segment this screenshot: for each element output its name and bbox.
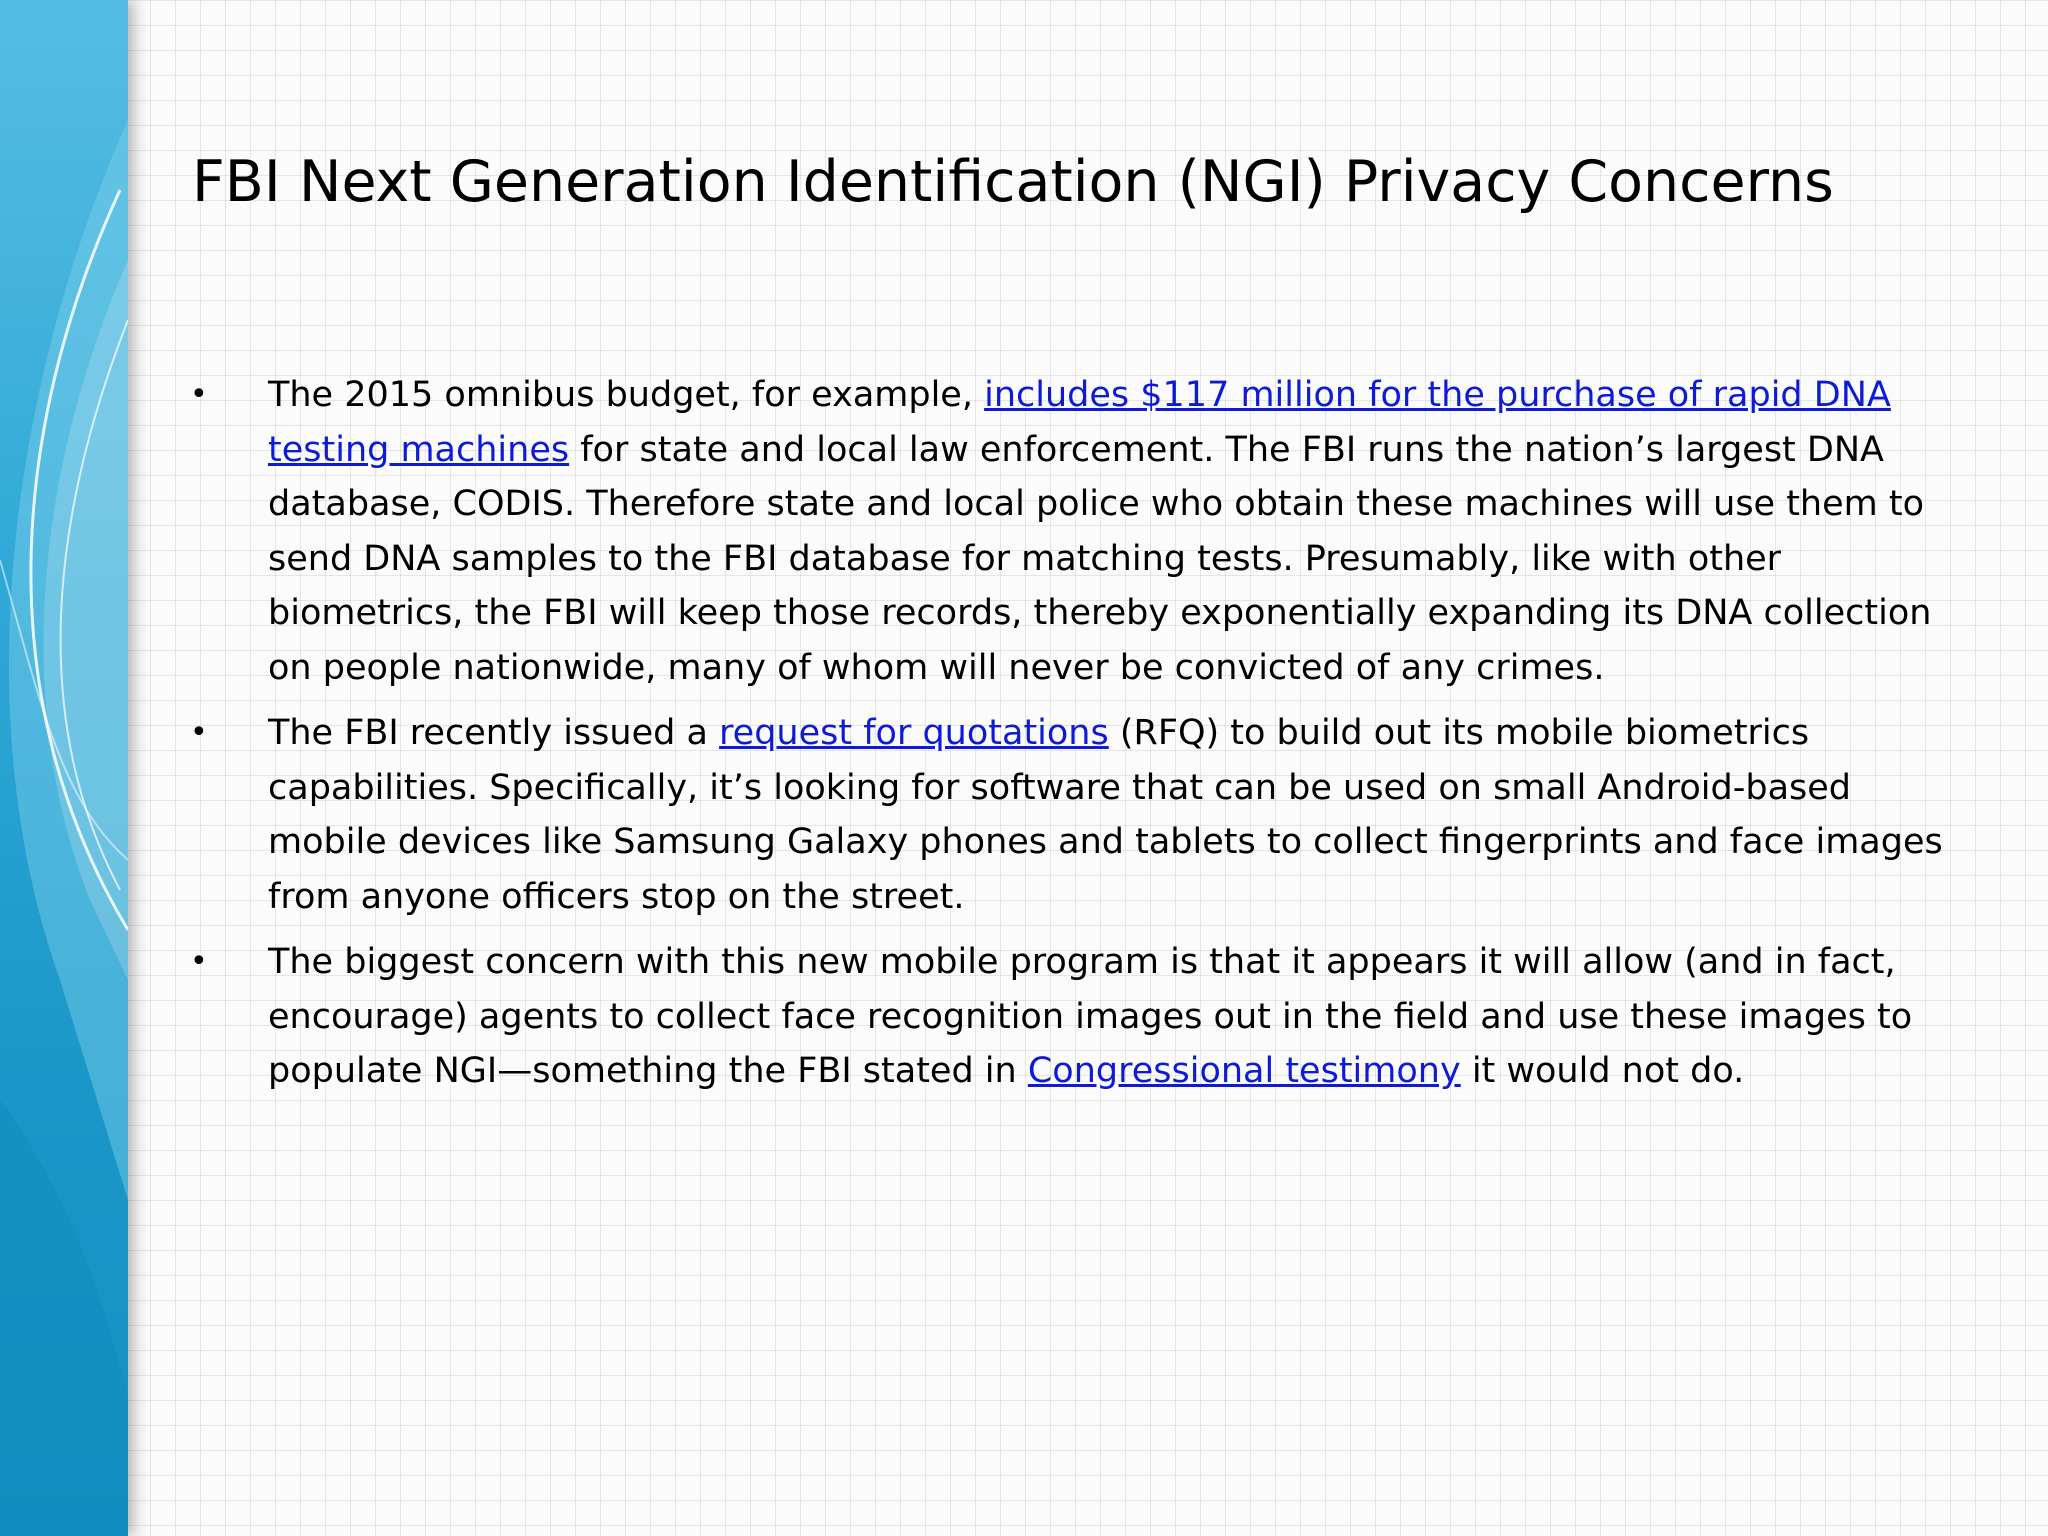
bullet-icon: • — [190, 377, 208, 412]
link-request-for-quotations[interactable]: request for quotations — [719, 713, 1109, 753]
bullet-text: it would not do. — [1460, 1051, 1745, 1091]
page-title: FBI Next Generation Identification (NGI) Privacy Concerns — [192, 149, 1834, 215]
bullet-icon: • — [190, 715, 208, 750]
bullet-text: (RFQ) to build out its mobile biometrics capabilities. Specifically, it’s looking for software that can be used on small Android-based mobile devices like Samsung Galaxy phones and tablets to collect fingerprints and face images from anyone officers stop on the street. — [268, 713, 1943, 917]
wave-decoration-icon — [0, 0, 128, 1536]
bullet-icon: • — [190, 944, 208, 979]
bullet-text: The 2015 omnibus budget, for example, — [268, 375, 985, 415]
bullet-text: The FBI recently issued a — [268, 713, 720, 753]
link-rapid-dna-budget[interactable]: includes $117 million for the purchase of rapid DNA testing machines — [268, 375, 1891, 470]
list-item — [190, 935, 1960, 1099]
list-item — [190, 368, 1960, 695]
bullet-text: for state and local law enforcement. The FBI runs the nation’s largest DNA database, CODIS. Therefore state and local police who obtain these machines will use them to send DNA samples to the FBI database for matching tests. Presumably, like with other biometrics, the FBI will keep those records, thereby exponentially expanding its DNA collection on people nationwide, many of whom will never be convicted of any crimes. — [268, 429, 1932, 688]
link-congressional-testimony[interactable]: Congressional testimony — [1027, 1051, 1461, 1091]
decorative-side-band — [0, 0, 128, 1536]
bullet-text: The biggest concern with this new mobile program is that it appears it will allow (and in fact, encourage) agents to collect face recognition images out in the field and use these images to populate NGI—something the FBI stated in — [268, 942, 1913, 1091]
bullet-list — [190, 368, 1960, 1110]
list-item — [190, 706, 1960, 924]
